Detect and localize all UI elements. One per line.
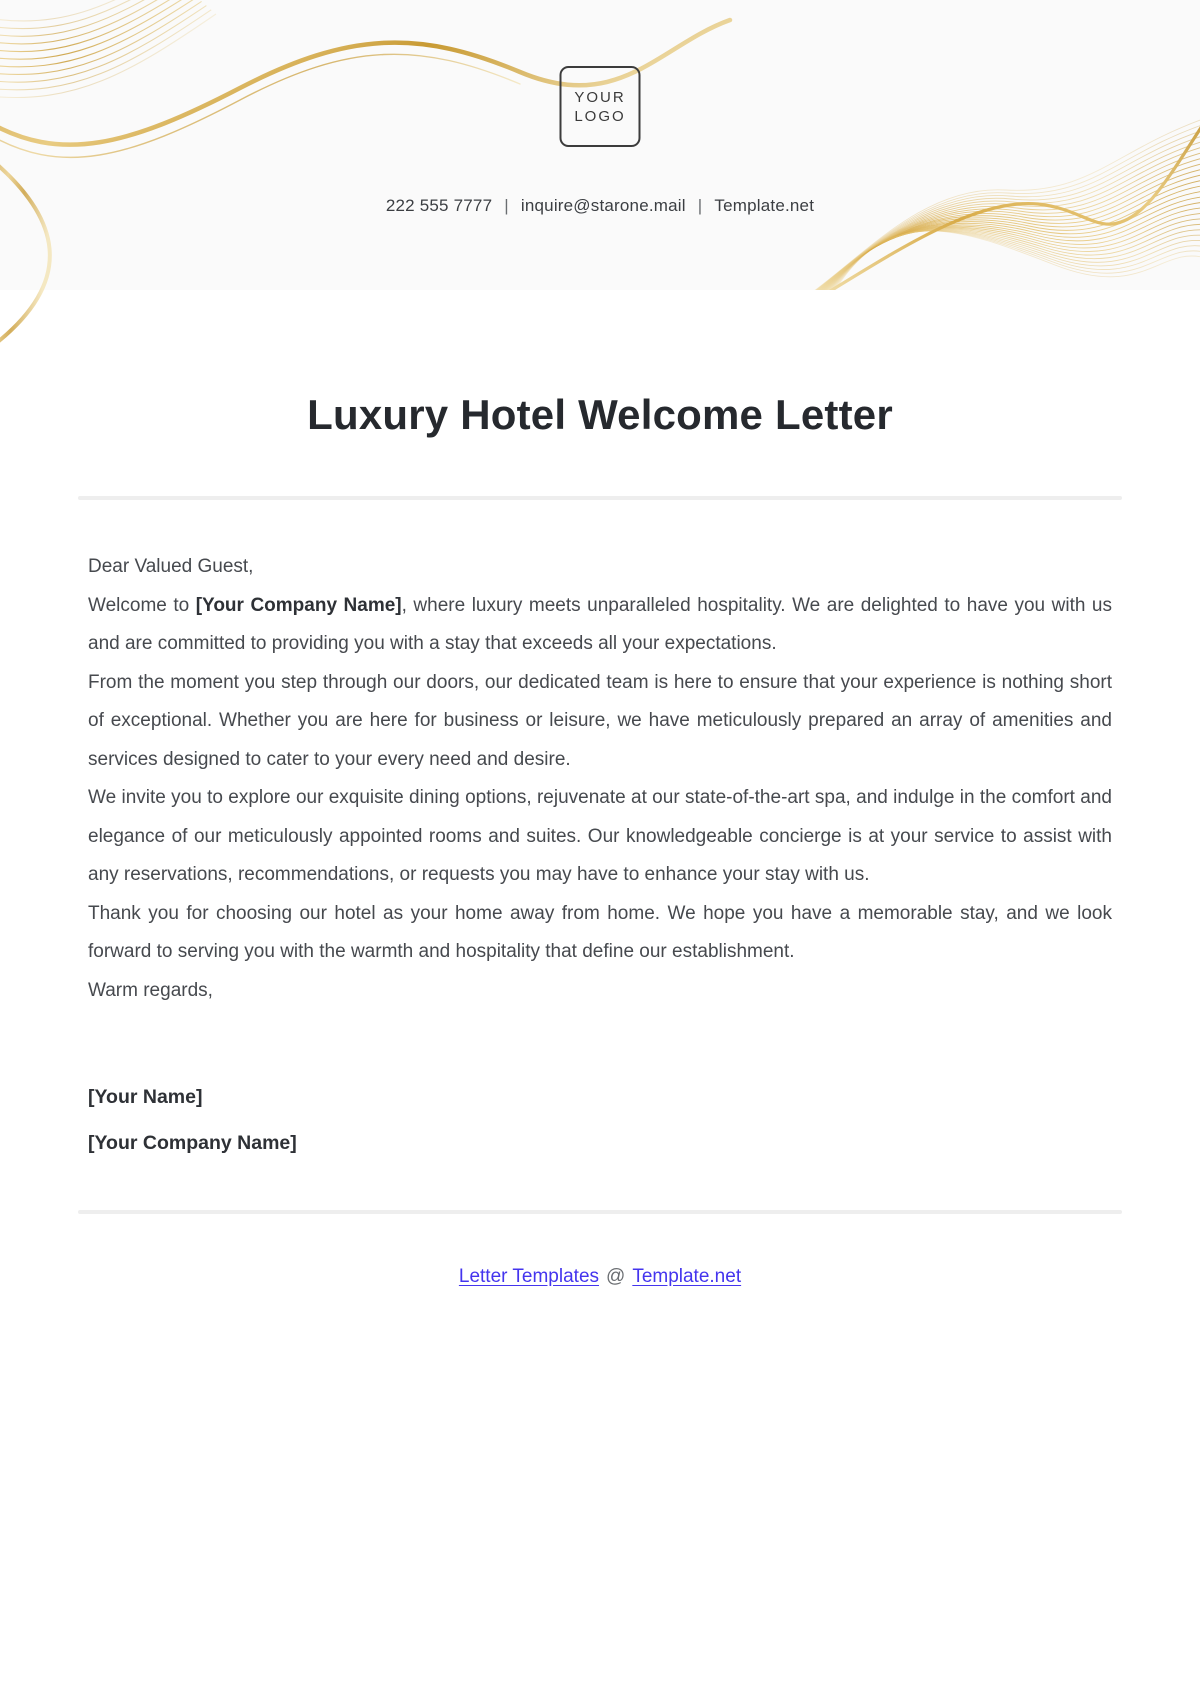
letter-templates-link[interactable]: Letter Templates xyxy=(458,1266,600,1287)
contact-separator: | xyxy=(697,196,703,215)
bottom-divider xyxy=(78,1210,1122,1214)
at-symbol: @ xyxy=(606,1266,626,1287)
signature-company: [Your Company Name] xyxy=(88,1132,297,1154)
letter-body-text xyxy=(88,548,1112,1010)
paragraph-thanks: Thank you for choosing our hotel as your home away from home. We hope you have a memorable stay, and we look forward to serving you with the warmth and hospitality that define our establishment. xyxy=(88,902,1112,962)
paragraph-welcome xyxy=(88,587,1112,664)
paragraph-amenities: We invite you to explore our exquisite dining options, rejuvenate at our state-of-the-art spa, and indulge in the comfort and elegance of our meticulously appointed rooms and suites. Our knowledgeable concierge is at your service to assist with any reservations, recommendations, or requests you may have to enhance your stay with us. xyxy=(88,787,1112,885)
letterhead xyxy=(0,0,1200,290)
template-net-link[interactable]: Template.net xyxy=(632,1266,742,1287)
contact-website: Template.net xyxy=(714,196,815,215)
gold-wave-decoration-right xyxy=(770,90,1200,290)
paragraph-welcome-post: , where luxury meets unparalleled hospitality. We are delighted to have you with us and are committed to providing you with a stay that exceeds all your expectations. xyxy=(88,594,1113,654)
contact-separator: | xyxy=(504,196,509,215)
letter-content xyxy=(0,392,1200,1288)
paragraph-welcome-pre: Welcome to xyxy=(88,594,196,616)
page-footer xyxy=(88,1266,1112,1288)
gold-wave-decoration-left xyxy=(0,0,760,360)
salutation: Dear Valued Guest, xyxy=(88,556,254,577)
top-divider xyxy=(78,496,1122,500)
contact-email: inquire@starone.mail xyxy=(520,196,686,215)
company-name-placeholder: [Your Company Name] xyxy=(195,594,402,616)
logo-text-line1: YOUR xyxy=(574,88,626,106)
logo-text-line2: LOGO xyxy=(574,107,626,125)
paragraph-experience: From the moment you step through our doors, our dedicated team is here to ensure that your experience is nothing short of exceptional. Whether you are here for business or leisure, we have meticulously prepared an array of amenities and services designed to cater to your every need and desire. xyxy=(88,671,1112,770)
closing: Warm regards, xyxy=(88,979,213,1001)
contact-phone: 222 555 7777 xyxy=(385,196,493,215)
contact-info xyxy=(0,196,1200,216)
logo-placeholder xyxy=(560,66,641,147)
signature-name: [Your Name] xyxy=(88,1086,203,1108)
page-title: Luxury Hotel Welcome Letter xyxy=(307,391,893,438)
